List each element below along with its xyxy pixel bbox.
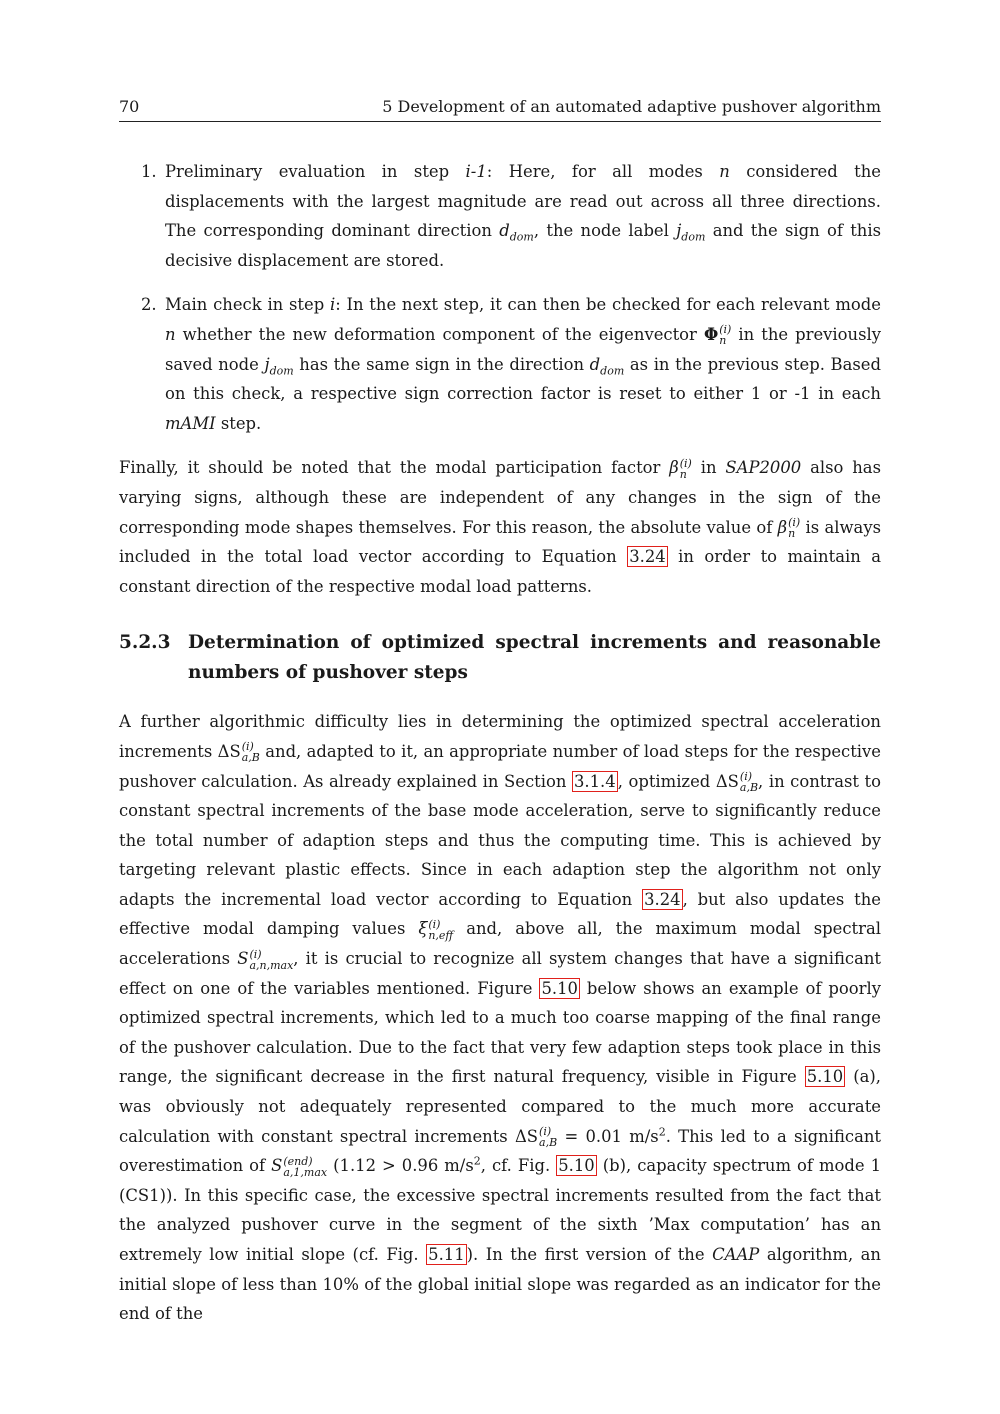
list-number: 2. (141, 295, 157, 315)
section-heading (119, 628, 881, 688)
numbered-list (119, 157, 881, 438)
figure-link[interactable]: 5.10 (558, 1156, 595, 1176)
figure-link[interactable]: 5.10 (806, 1067, 844, 1087)
section-link[interactable]: 3.1.4 (573, 771, 616, 791)
list-number: 1. (141, 162, 157, 181)
list-item: 1. Preliminary evaluation in step i-1: Here, for all modes n considered the displacements with the largest magnitude are read out across all three directions. The corresponding dominant direction $d_{dom}$, the node label $j_{dom}$ and the sign of this decisive displacement are stored. (119, 157, 881, 275)
figure-link[interactable]: 5.11 (428, 1245, 465, 1264)
equation-link[interactable]: 3.24 (629, 547, 666, 567)
paragraph: Finally, it should be noted that the modal participation factor β (i) n in SAP2000 also has varying signs, although these are independent of any changes in the sign of the corresponding mode shapes themselves. For this reason, the absolute value of β (i) n is always included in the total load vector according to Equation 3.24 in order to maintain a constant direction of the respective modal load patterns. (119, 456, 882, 596)
equation-link[interactable]: 3.24 (644, 889, 681, 909)
figure-link[interactable]: 5.10 (541, 978, 578, 998)
running-header (119, 97, 881, 122)
paragraph: A further algorithmic difficulty lies in determining the optimized spectral acceleration increments ΔS (i) a,B and, adapted to it, an appropriate number of load steps for the respective pushover calculation. As already explained in Section 3.1.4 , optimized ΔS (i) a,B , in contrast to constant spectral increments of the base mode acceleration, serve to significantly reduce the total number of adaption steps and thus the computing time. This is achieved by targeting relevant plastic effects. Since in each adaption step the algorithm not only adapts the incremental load vector according to Equation 3.24 , but also updates the effective modal damping values ξ (i) n,eff and, above all, the maximum modal spectral accelerations S (i) a,n,max , it is crucial to recognize all system changes that have a significant effect on one of the variables mentioned. Figure 5.10 below shows an example of poorly optimized spectral increments, which led to a much too coarse mapping of the final range of the pushover calculation. Due to the fact that very few adaption steps took place in this range, the significant decrease in the first natural frequency, visible in Figure 5.10 (a), was obviously not adequately represented compared to the much more accurate calculation with constant spectral increments ΔS (i) a,B = 0.01 $m/s^2$. This led to a significant overestimation of S (end) a,1,max (1.12 > 0.96 $m/s^2$, cf. Fig. 5.10 (b), capacity spectrum of mode 1 (CS1)). In this specific case, the excessive spectral increments resulted from the fact that the analyzed pushover curve in the segment of the sixth ’Max computation’ has an extremely low initial slope (cf. Fig. 5.11 ). In the first version of the CAAP algorithm, an initial slope of less than 10% of the global initial slope was regarded as an indicator for the end of the (119, 712, 882, 1324)
section-number: 5.2.3 (119, 632, 171, 654)
section-title: Determination of optimized spectral increments and reasonable numbers of pushover steps (188, 632, 881, 684)
list-item: 2. Main check in step i: In the next step, it can then be checked for each relevant mode n whether the new deformation component of the eigenvector Φ (i) n in the previously saved node $j_{dom}$ has the same sign in the direction $d_{dom}$ as in the previous step. Based on this check, a respective sign correction factor is reset to either 1 or -1 in each mAMI step. (119, 290, 881, 438)
body-text (119, 157, 881, 1329)
running-title: 5 Development of an automated adaptive pushover algorithm (382, 97, 881, 116)
page-number: 70 (119, 97, 140, 116)
